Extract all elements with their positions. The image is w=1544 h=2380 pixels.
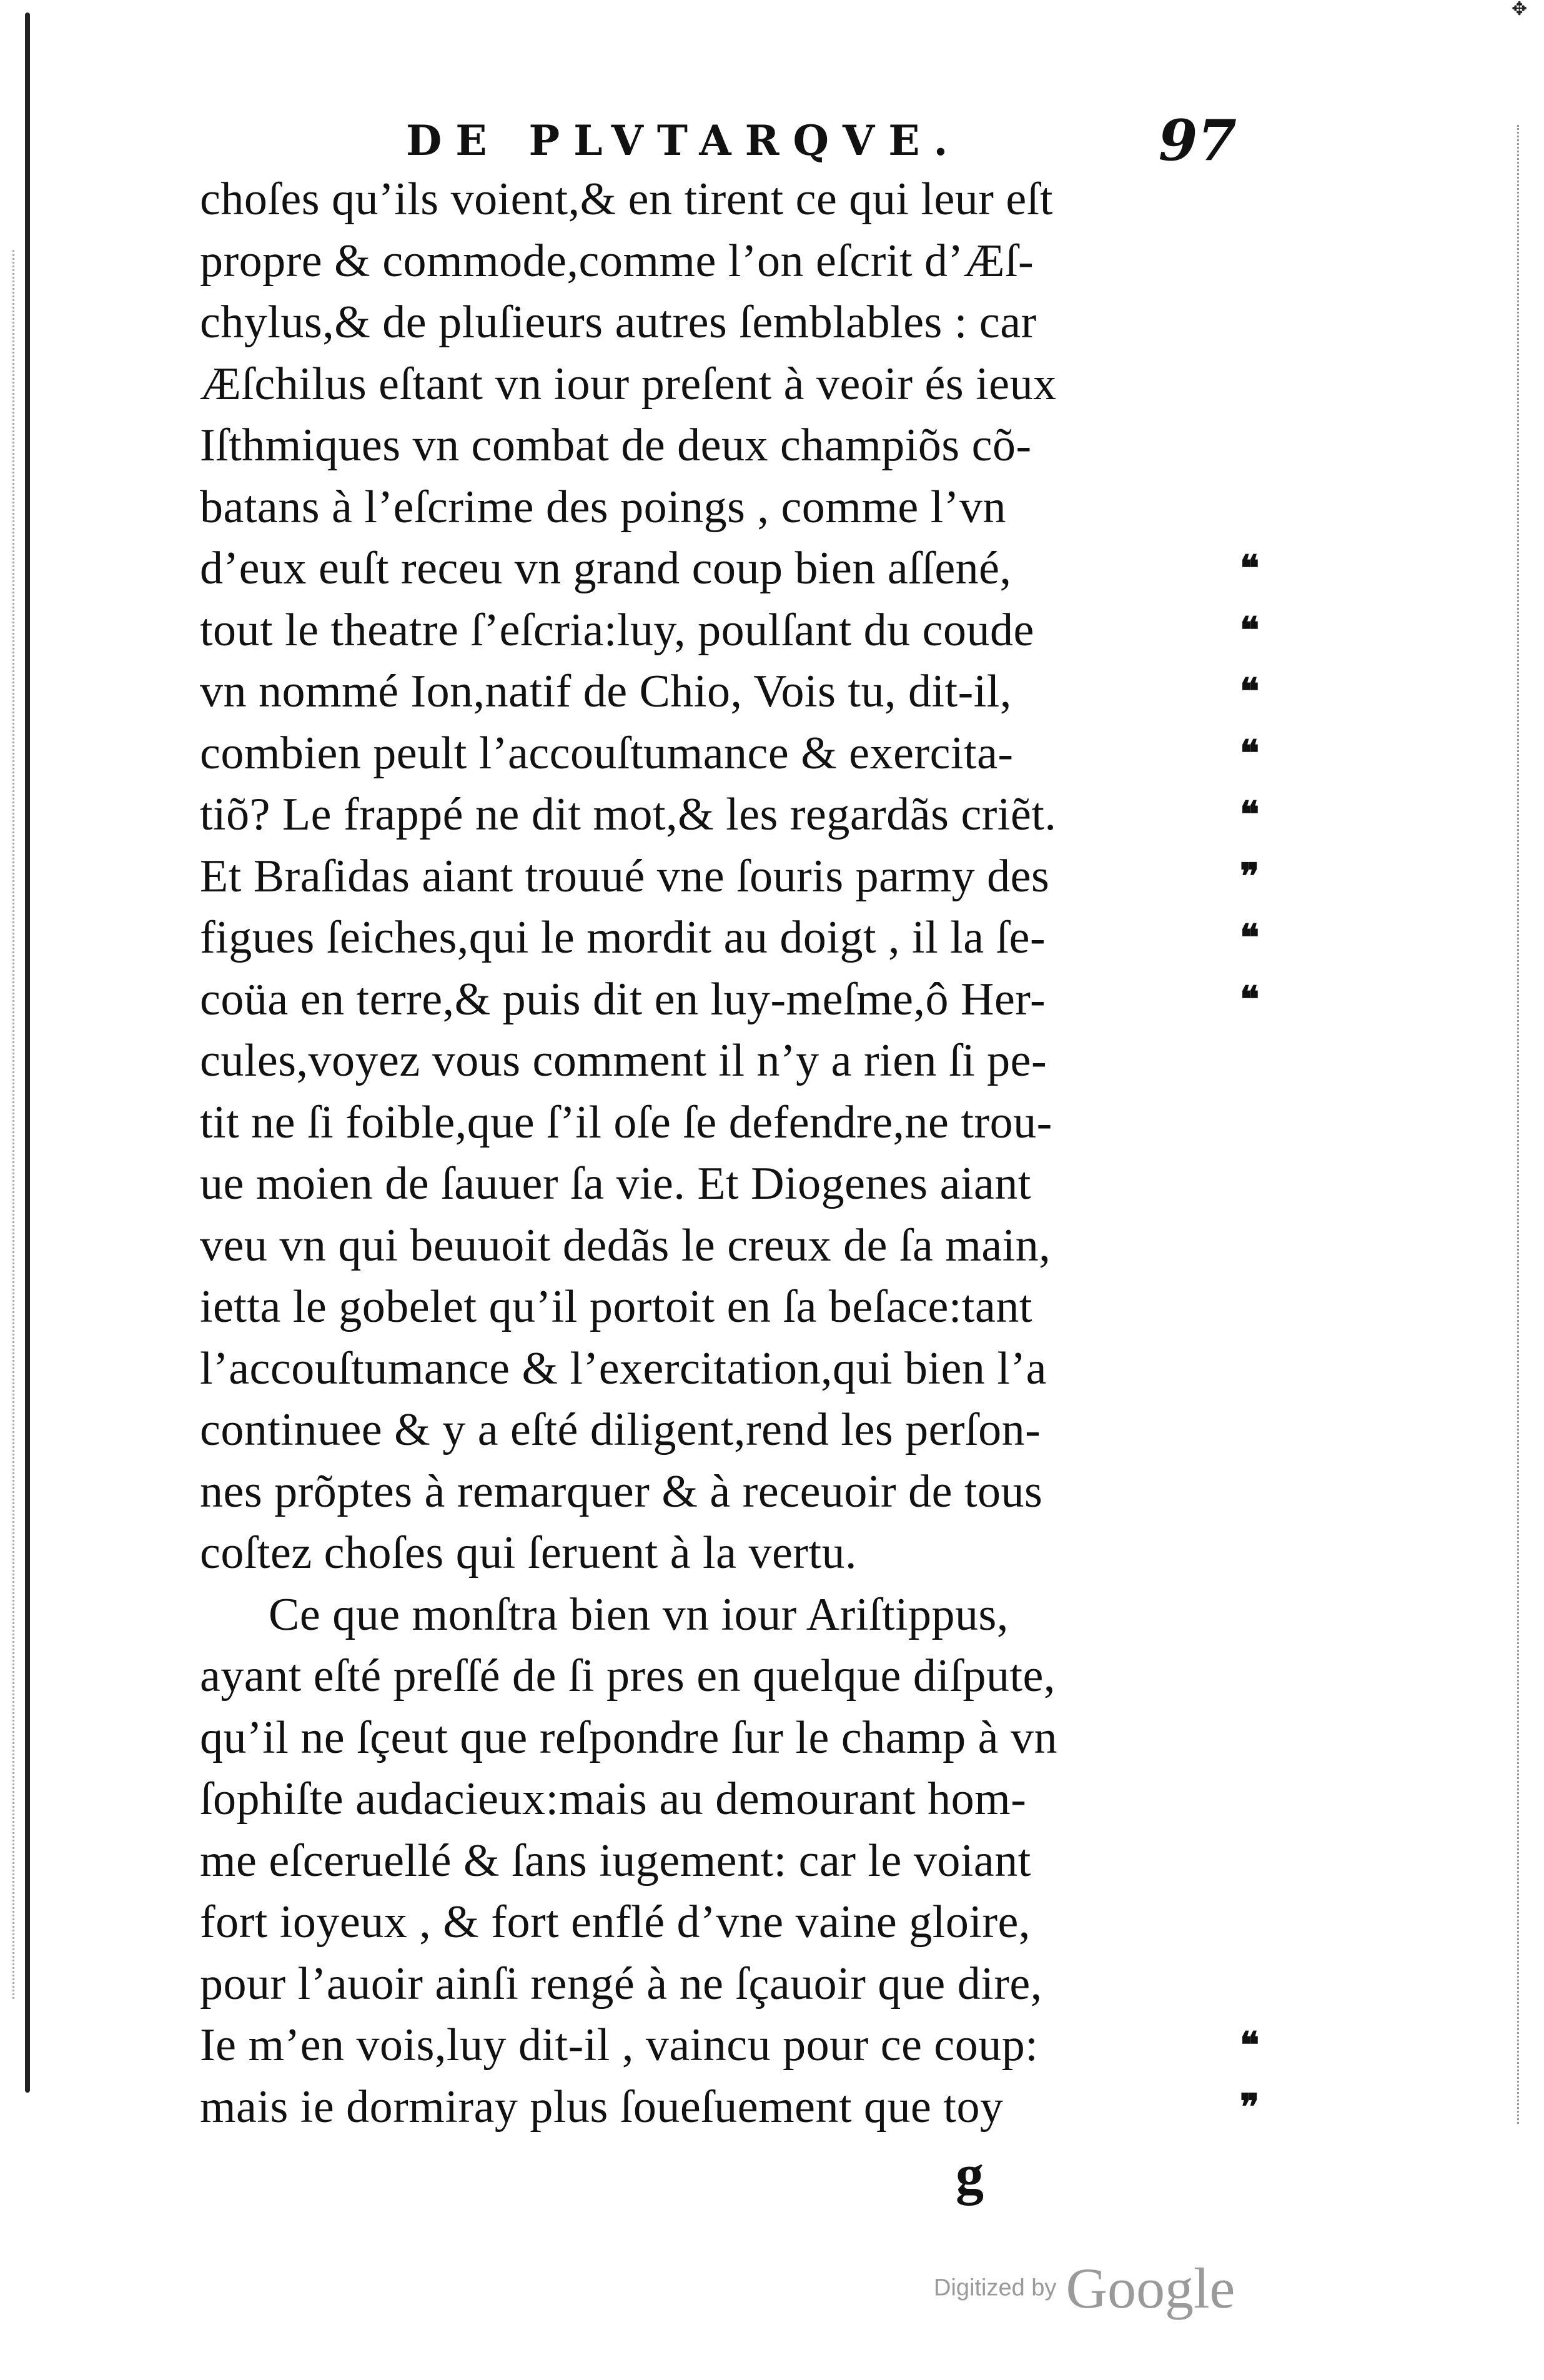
- quote-mark-icon: ❝: [1240, 793, 1260, 836]
- scan-artifact-right: [1515, 125, 1519, 2124]
- corner-mark-icon: ✥: [1512, 0, 1528, 20]
- quote-mark-icon: ❞: [1240, 855, 1260, 898]
- quote-mark-icon: ❝: [1240, 2024, 1260, 2066]
- quote-mark-icon: ❝: [1240, 670, 1260, 713]
- page-header: [406, 109, 1237, 172]
- text-line: continuee & y a eſté diligent,rend les perſon-: [200, 1404, 1041, 1455]
- text-line: ietta le gobelet qu’il portoit en ſa beſace:tant: [200, 1281, 1032, 1332]
- text-line: vn nommé Ion,natif de Chio, Vois tu, dit-il,: [200, 666, 1012, 717]
- text-line: ue moien de ſauuer ſa vie. Et Diogenes aiant: [200, 1158, 1031, 1209]
- google-logo: Google: [1066, 2256, 1235, 2320]
- text-line: me eſceruellé & ſans iugement: car le voiant: [200, 1835, 1031, 1887]
- text-line: nes prõptes à remarquer & à receuoir de tous: [200, 1465, 1043, 1517]
- text-line: pour l’auoir ainſi rengé à ne ſçauoir que dire,: [200, 1958, 1042, 2010]
- text-line: chylus,& de pluſieurs autres ſemblables : car: [200, 297, 1037, 348]
- scan-artifact-dots: [12, 250, 17, 1999]
- quote-mark-icon: ❝: [1240, 978, 1260, 1021]
- text-line: tit ne ſi foible,que ſ’il oſe ſe defendre,ne trou-: [200, 1096, 1052, 1148]
- text-line: ayant eſté preſſé de ſi pres en quelque diſpute,: [200, 1650, 1056, 1702]
- watermark-prefix: Digitized by: [934, 2274, 1057, 2301]
- text-line: Ie m’en vois,luy dit-il , vaincu pour ce coup:: [200, 2020, 1039, 2071]
- text-line: veu vn qui beuuoit dedãs le creux de ſa main,: [200, 1219, 1051, 1271]
- text-line: coüa en terre,& puis dit en luy-meſme,ô Her-: [200, 973, 1046, 1025]
- text-line: batans à l’eſcrime des poings , comme l’vn: [200, 481, 1006, 533]
- quote-mark-icon: ❝: [1240, 608, 1260, 652]
- text-line: coſtez choſes qui ſeruent à la vertu.: [200, 1527, 858, 1579]
- text-line: Æſchilus eſtant vn iour preſent à veoir és ieux: [200, 358, 1057, 410]
- text-line: qu’il ne ſçeut que reſpondre ſur le champ à vn: [200, 1712, 1057, 1763]
- digitization-watermark: [934, 2255, 1235, 2324]
- quote-mark-icon: ❝: [1240, 731, 1260, 775]
- quote-mark-icon: ❝: [1240, 916, 1260, 959]
- text-line: Et Braſidas aiant trouué vne ſouris parmy des: [200, 850, 1050, 902]
- text-line: figues ſeiches,qui le mordit au doigt , il la ſe-: [200, 912, 1046, 963]
- text-line: Iſthmiques vn combat de deux champiõs cõ-: [200, 420, 1032, 471]
- body-text: [200, 169, 1249, 2138]
- page-number: 97: [1158, 107, 1237, 174]
- text-line: ſophiſte audacieux:mais au demourant hom-: [200, 1773, 1027, 1825]
- text-line: Ce que monſtra bien vn iour Ariſtippus,: [269, 1589, 1009, 1640]
- text-line: mais ie dormiray plus ſoueſuement que toy: [200, 2081, 1004, 2133]
- text-line: tiõ? Le frappé ne dit mot,& les regardãs criẽt.: [200, 789, 1057, 840]
- text-line: tout le theatre ſ’eſcria:luy, poulſant du coude: [200, 604, 1034, 656]
- running-head: DE PLVTARQVE.: [406, 116, 962, 165]
- quote-mark-icon: ❝: [1240, 547, 1260, 590]
- text-line: fort ioyeux , & fort enflé d’vne vaine gloire,: [200, 1897, 1031, 1948]
- text-line: combien peult l’accouſtumance & exercita-: [200, 727, 1014, 779]
- page-edge-shadow: [25, 12, 30, 2093]
- signature-mark: g: [956, 2144, 984, 2206]
- quote-mark-icon: ❞: [1240, 2085, 1260, 2128]
- text-line: choſes qu’ils voient,& en tirent ce qui leur eſt: [200, 174, 1053, 225]
- text-line: cules,voyez vous comment il n’y a rien ſi pe-: [200, 1035, 1047, 1086]
- text-line: propre & commode,comme l’on eſcrit d’Æſ-: [200, 235, 1034, 287]
- text-line: l’accouſtumance & l’exercitation,qui bien l’a: [200, 1342, 1047, 1394]
- text-line: d’eux euſt receu vn grand coup bien aſſené,: [200, 543, 1012, 594]
